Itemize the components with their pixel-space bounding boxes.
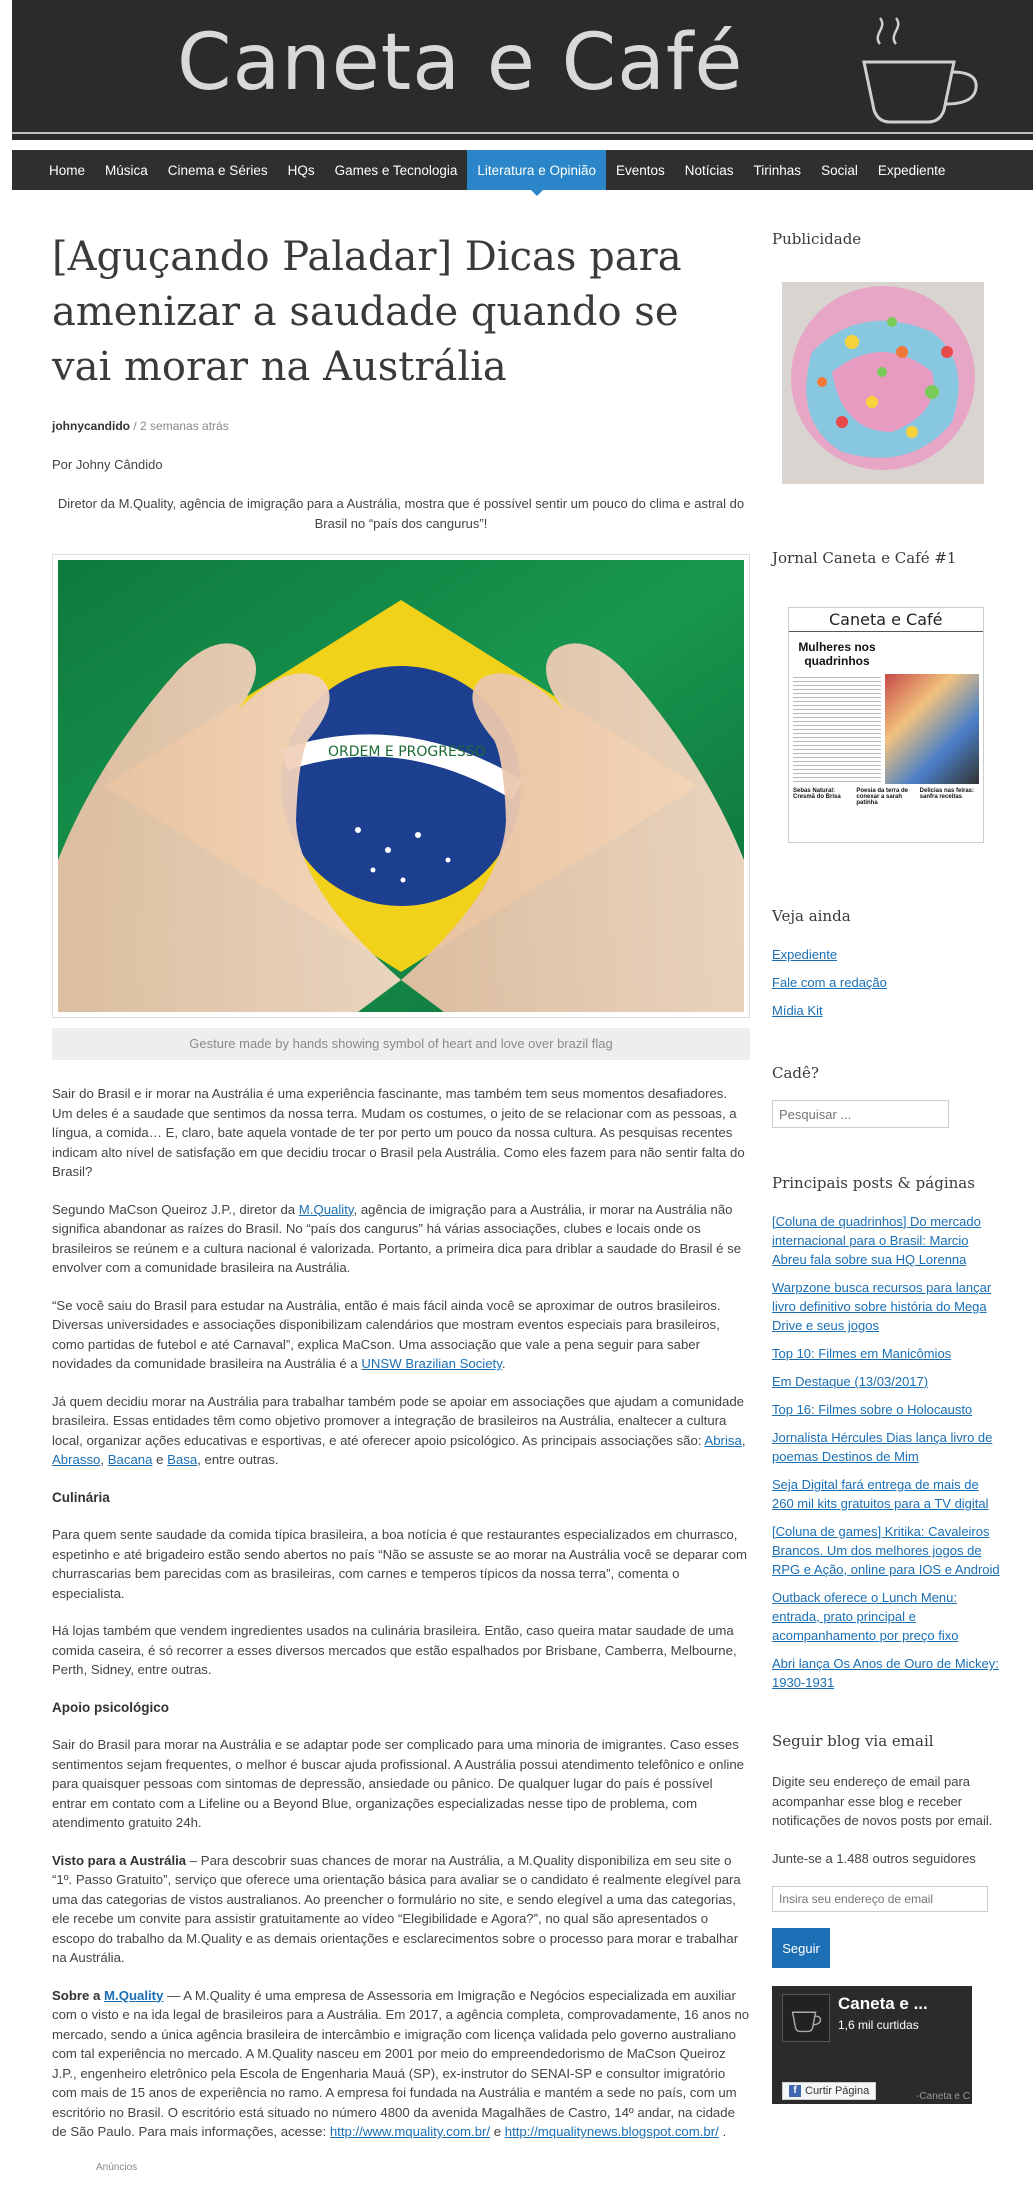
- brazil-flag-heart-image: [58, 560, 744, 1012]
- paragraph-7: Sair do Brasil para morar na Austrália e se adaptar pode ser complicado para uma minoria de imigrantes. Caso esses sentimentos sejam frequentes, o melhor é buscar ajuda profissional. A Austrália possui atendimento telefônico e online para quaisquer pessoas com sintomas de depressão, ansiedade ou pânico. De qualquer lugar do país é possível entrar em contato com a Lifeline ou a Beyond Blue, organizações especializadas nesse tipo de problema, com atendimento gratuito 24h.: [52, 1737, 745, 1830]
- followers-count: Junte-se a 1.488 outros seguidores: [772, 1850, 976, 1866]
- heading-apoio-psicologico: Apoio psicológico: [52, 1699, 169, 1715]
- coffee-cup-icon: [844, 14, 994, 134]
- top-post-link[interactable]: Seja Digital fará entrega de mais de 260 mil kits gratuitos para a TV digital: [772, 1477, 989, 1511]
- post-byline: Por Johny Cândido: [52, 457, 163, 472]
- site-header: [12, 0, 1033, 140]
- nav-item-hqs[interactable]: HQs: [287, 162, 315, 178]
- flag-motto: ORDEM E PROGRESSO: [328, 744, 486, 760]
- separator: e: [152, 1452, 168, 1467]
- nav-item-home[interactable]: Home: [49, 162, 86, 178]
- post-author-link[interactable]: johnycandido: [52, 419, 130, 433]
- paragraph-6: Há lojas também que vendem ingredientes usados na culinária brasileira. Então, caso queira matar saudade de uma comida caseira, é só recorrer a esses diversos mercados que estão espalhados por Brisbane, Camberra, Melbourne, Perth, Sidney, entre outras.: [52, 1623, 737, 1677]
- paragraph-9: [52, 1986, 750, 2142]
- paragraph-9-and: e: [490, 2124, 505, 2139]
- post-intro: Diretor da M.Quality, agência de imigração para a Austrália, mostra que é possível sentir um pouco do clima e astral do Brasil no “país dos cangurus”!: [57, 496, 745, 531]
- header-divider: [12, 132, 1033, 134]
- nav-item-games-tecnologia[interactable]: Games e Tecnologia: [334, 162, 458, 178]
- facebook-like-count: 1,6 mil curtidas: [838, 2018, 919, 2032]
- principais-posts-links: [772, 1212, 1002, 1692]
- unsw-brazilian-society-link[interactable]: UNSW Brazilian Society: [361, 1356, 502, 1371]
- post-body: [52, 1084, 750, 2142]
- sidebar: [772, 230, 1002, 2104]
- mqualitynews-url-link[interactable]: http://mqualitynews.blogspot.com.br/: [504, 2124, 719, 2139]
- post-image-frame: [52, 554, 750, 1018]
- top-post-link[interactable]: [Coluna de games] Kritika: Cavaleiros Brancos. Um dos melhores jogos de RPG e Ação, online para IOS e Android: [772, 1524, 1000, 1577]
- paragraph-4: [52, 1392, 750, 1470]
- veja-ainda-title: Veja ainda: [772, 907, 851, 925]
- main-nav: [12, 150, 1033, 190]
- jornal-text-block: [793, 674, 881, 784]
- paragraph-8-text: – Para descobrir suas chances de morar na Austrália, a M.Quality disponibiliza em seu site o “1º. Passo Gratuito”, serviço que oferece uma orientação básica para avaliar se o candidato é realmente elegível para uma das categorias de vistos australianos. Ao preencher o formulário no site, e sendo elegível a uma das categorias, ele recebe um convite para assistir gratuitamente ao vídeo “Elegibilidade e Agora?”, no qual são apresentados o escopo do trabalho da M.Quality e as demais orientações e esclarecimentos sobre o processo para morar e trabalhar na Austrália.: [52, 1852, 741, 1965]
- paragraph-8-strong: Visto para a Austrália: [52, 1852, 187, 1868]
- nav-item-eventos[interactable]: Eventos: [615, 162, 665, 178]
- top-post-link[interactable]: Top 16: Filmes sobre o Holocausto: [772, 1402, 973, 1417]
- facebook-like-button[interactable]: [782, 2082, 876, 2100]
- post-date: 2 semanas atrás: [140, 419, 229, 433]
- jornal-col-1: Sebas Natural: Cresmã do Brisa: [793, 788, 841, 800]
- paragraph-4-text-b: , entre outras.: [197, 1452, 279, 1467]
- follow-description: Digite seu endereço de email para acompanhar esse blog e receber notificações de novos posts por email.: [772, 1774, 993, 1828]
- top-post-link[interactable]: Top 10: Filmes em Manicômios: [772, 1346, 952, 1361]
- abrisa-link[interactable]: Abrisa: [704, 1432, 742, 1448]
- nav-item-musica[interactable]: Música: [105, 162, 148, 178]
- paragraph-5: Para quem sente saudade da comida típica brasileira, a boa notícia é que restaurantes especializados em churrasco, espetinho e até brigadeiro estão sendo abertos no país “Não se assuste se ao morar na Austrália você se deparar com churrascarias bem parecidas com as brasileiras, com carnes e temperos típicos da nossa terra”, comenta o especialista.: [52, 1527, 747, 1601]
- fale-com-redacao-link[interactable]: Fale com a redação: [772, 975, 887, 990]
- top-post-link[interactable]: Jornalista Hércules Dias lança livro de poemas Destinos de Mim: [772, 1430, 993, 1464]
- paragraph-3-text-b: .: [501, 1356, 506, 1371]
- principais-posts-title: Principais posts & páginas: [772, 1174, 975, 1192]
- paragraph-2-text-b: , agência de imigração para a Austrália, ir morar na Austrália não significa abandonar as raízes do Brasil. No “país dos cangurus” há várias associações, clubes e locais onde os brasileiros se reúnem e a cultura nacional é valorizada. Portanto, a primeira dica para driblar a saudade do Brasil é se envolver com a comunidade brasileira na Austrália.: [52, 1201, 742, 1275]
- nav-item-cinema-series[interactable]: Cinema e Séries: [167, 162, 268, 178]
- separator: ,: [741, 1432, 746, 1448]
- publicidade-title: Publicidade: [772, 230, 862, 248]
- top-post-link[interactable]: [Coluna de quadrinhos] Do mercado internacional para o Brasil: Marcio Abreu fala sobre sua HQ Lorenna: [772, 1214, 981, 1267]
- paragraph-2: [52, 1200, 750, 1278]
- paragraph-8: [52, 1851, 750, 1968]
- search-input[interactable]: [772, 1100, 949, 1128]
- jornal-masthead: Caneta e Café: [789, 608, 983, 632]
- nav-item-literatura-opiniao[interactable]: Literatura e Opinião: [467, 150, 606, 190]
- coffee-cup-icon: [783, 1995, 829, 2041]
- ads-label: Anúncios: [96, 2161, 138, 2173]
- follow-button[interactable]: Seguir: [772, 1928, 830, 1968]
- separator: ,: [100, 1452, 108, 1467]
- top-post-link[interactable]: Em Destaque (13/03/2017): [772, 1374, 929, 1389]
- image-caption: Gesture made by hands showing symbol of heart and love over brazil flag: [52, 1028, 750, 1060]
- paragraph-9-text: — A M.Quality é uma empresa de Assessoria em Imigração e Negócios especializada em auxiliar com o visto e na ida legal de brasileiros para a Austrália. Em 2017, a agência completa, comprovadamente, 16 anos no mercado, sendo a única agência brasileira de intercâmbio e imigração com licença validada pelo governo australiano com tal experiência no mercado. A M.Quality nasceu em 2001 por meio do empreendedorismo de MaCson Queiroz J.P., engenheiro eletrônico pela Escola de Engenharia Mauá (SP), ex-instrutor do SENAI-SP e consultor imigratório com mais de 15 anos de experiência no ramo. A empresa foi fundada na Austrália e mantém a sede no país, com um escritório no Brasil. O escritório está situado no número 4800 da avenida Magalhães de Castro, 14º andar, na cidade de São Paulo. Para mais informações, acesse:: [52, 1987, 750, 2139]
- heading-culinaria: Culinária: [52, 1489, 110, 1505]
- basa-link[interactable]: Basa: [167, 1452, 198, 1467]
- mquality-link-2[interactable]: M.Quality: [104, 1987, 164, 2003]
- site-logo[interactable]: Caneta e Café: [177, 18, 744, 108]
- email-input[interactable]: [772, 1886, 988, 1912]
- midia-kit-link[interactable]: Mídia Kit: [772, 1003, 823, 1018]
- nav-item-noticias[interactable]: Notícias: [684, 162, 734, 178]
- facebook-icon: f: [789, 2085, 801, 2097]
- top-post-link[interactable]: Warpzone busca recursos para lançar livro definitivo sobre história do Mega Drive e seus jogos: [772, 1280, 992, 1333]
- post-title: [Aguçando Paladar] Dicas para amenizar a saudade quando se vai morar na Austrália: [52, 234, 682, 390]
- jornal-comic-image: [885, 674, 979, 784]
- facebook-page-name[interactable]: Caneta e ...: [838, 1994, 928, 2013]
- paragraph-1: Sair do Brasil e ir morar na Austrália é uma experiência fascinante, mas também tem seus momentos desafiadores. Um deles é a saudade que sentimos da nossa terra. Mudam os costumes, o jeito de se relacionar com as pessoas, a língua, a comida… E, claro, bate aquela vontade de ter por perto um pouco da nossa cultura. As pesquisas recentes indicam alto nível de satisfação em que decidiu trocar o Brasil pela Austrália. Como eles fazem para não sentir falta do Brasil?: [52, 1086, 745, 1179]
- facebook-page-widget[interactable]: [772, 1986, 972, 2104]
- expediente-link[interactable]: Expediente: [772, 947, 838, 962]
- nav-item-social[interactable]: Social: [821, 162, 858, 178]
- facebook-like-label: Curtir Página: [805, 2085, 870, 2097]
- jornal-title: Jornal Caneta e Café #1: [772, 549, 957, 567]
- paragraph-3: [52, 1296, 750, 1374]
- paragraph-4-text-a: Já quem decidiu morar na Austrália para trabalhar também pode se apoiar em associações que ajudam a comunidade brasileira. Essas entidades têm como objetivo promover a integração de brasileiros na Austrália, enaltecer a cultura local, organizar ações educativas e esportivas, e até oferecer apoio psicológico. As principais associações são:: [52, 1393, 745, 1448]
- jornal-col-2: Poesia da terra de conexar a sarah patinha: [856, 788, 909, 806]
- abrasso-link[interactable]: Abrasso: [52, 1452, 101, 1467]
- mquality-link-1[interactable]: M.Quality: [298, 1201, 354, 1217]
- ad-cupcake-image[interactable]: [782, 282, 984, 484]
- facebook-cover-text: -Caneta e C: [916, 2091, 970, 2102]
- paragraph-2-text-a: Segundo MaCson Queiroz J.P., diretor da: [52, 1201, 299, 1217]
- meta-separator: /: [133, 419, 141, 433]
- post-meta: [52, 419, 750, 433]
- veja-ainda-links: [772, 945, 1002, 1020]
- top-post-link[interactable]: Outback oferece o Lunch Menu: entrada, prato principal e acompanhamento por preço fixo: [772, 1590, 959, 1643]
- cade-title: Cadê?: [772, 1064, 819, 1082]
- article: [52, 230, 750, 2173]
- facebook-page-logo: [782, 1994, 830, 2042]
- paragraph-9-end: .: [718, 2124, 727, 2139]
- mquality-url-link[interactable]: http://www.mquality.com.br/: [329, 2124, 491, 2139]
- top-post-link[interactable]: Abri lança Os Anos de Ouro de Mickey: 1930-1931: [772, 1656, 999, 1690]
- bacana-link[interactable]: Bacana: [107, 1452, 153, 1467]
- follow-blog-title: Seguir blog via email: [772, 1732, 934, 1750]
- jornal-cover-image[interactable]: [788, 607, 984, 843]
- paragraph-9-strong: [52, 1988, 163, 2003]
- nav-item-expediente[interactable]: Expediente: [877, 162, 946, 178]
- jornal-col-3: Delicias nas feiras: sanfra receitas: [919, 788, 975, 800]
- paragraph-9-strong-text: Sobre a: [52, 1987, 105, 2003]
- nav-item-tirinhas[interactable]: Tirinhas: [753, 162, 802, 178]
- paragraph-3-text-a: “Se você saiu do Brasil para estudar na Austrália, então é mais fácil ainda você se aproximar de outros brasileiros. Diversas universidades e associações disponibilizam calendários que mostram eventos especiais para brasileiros, como partidas de futebol e até Carnaval”, explica MaCson. Uma associação que vale a pena seguir para saber novidades da comunidade brasileira na Austrália é a: [52, 1297, 721, 1371]
- jornal-headline: Mulheres nos quadrinhos: [798, 640, 876, 668]
